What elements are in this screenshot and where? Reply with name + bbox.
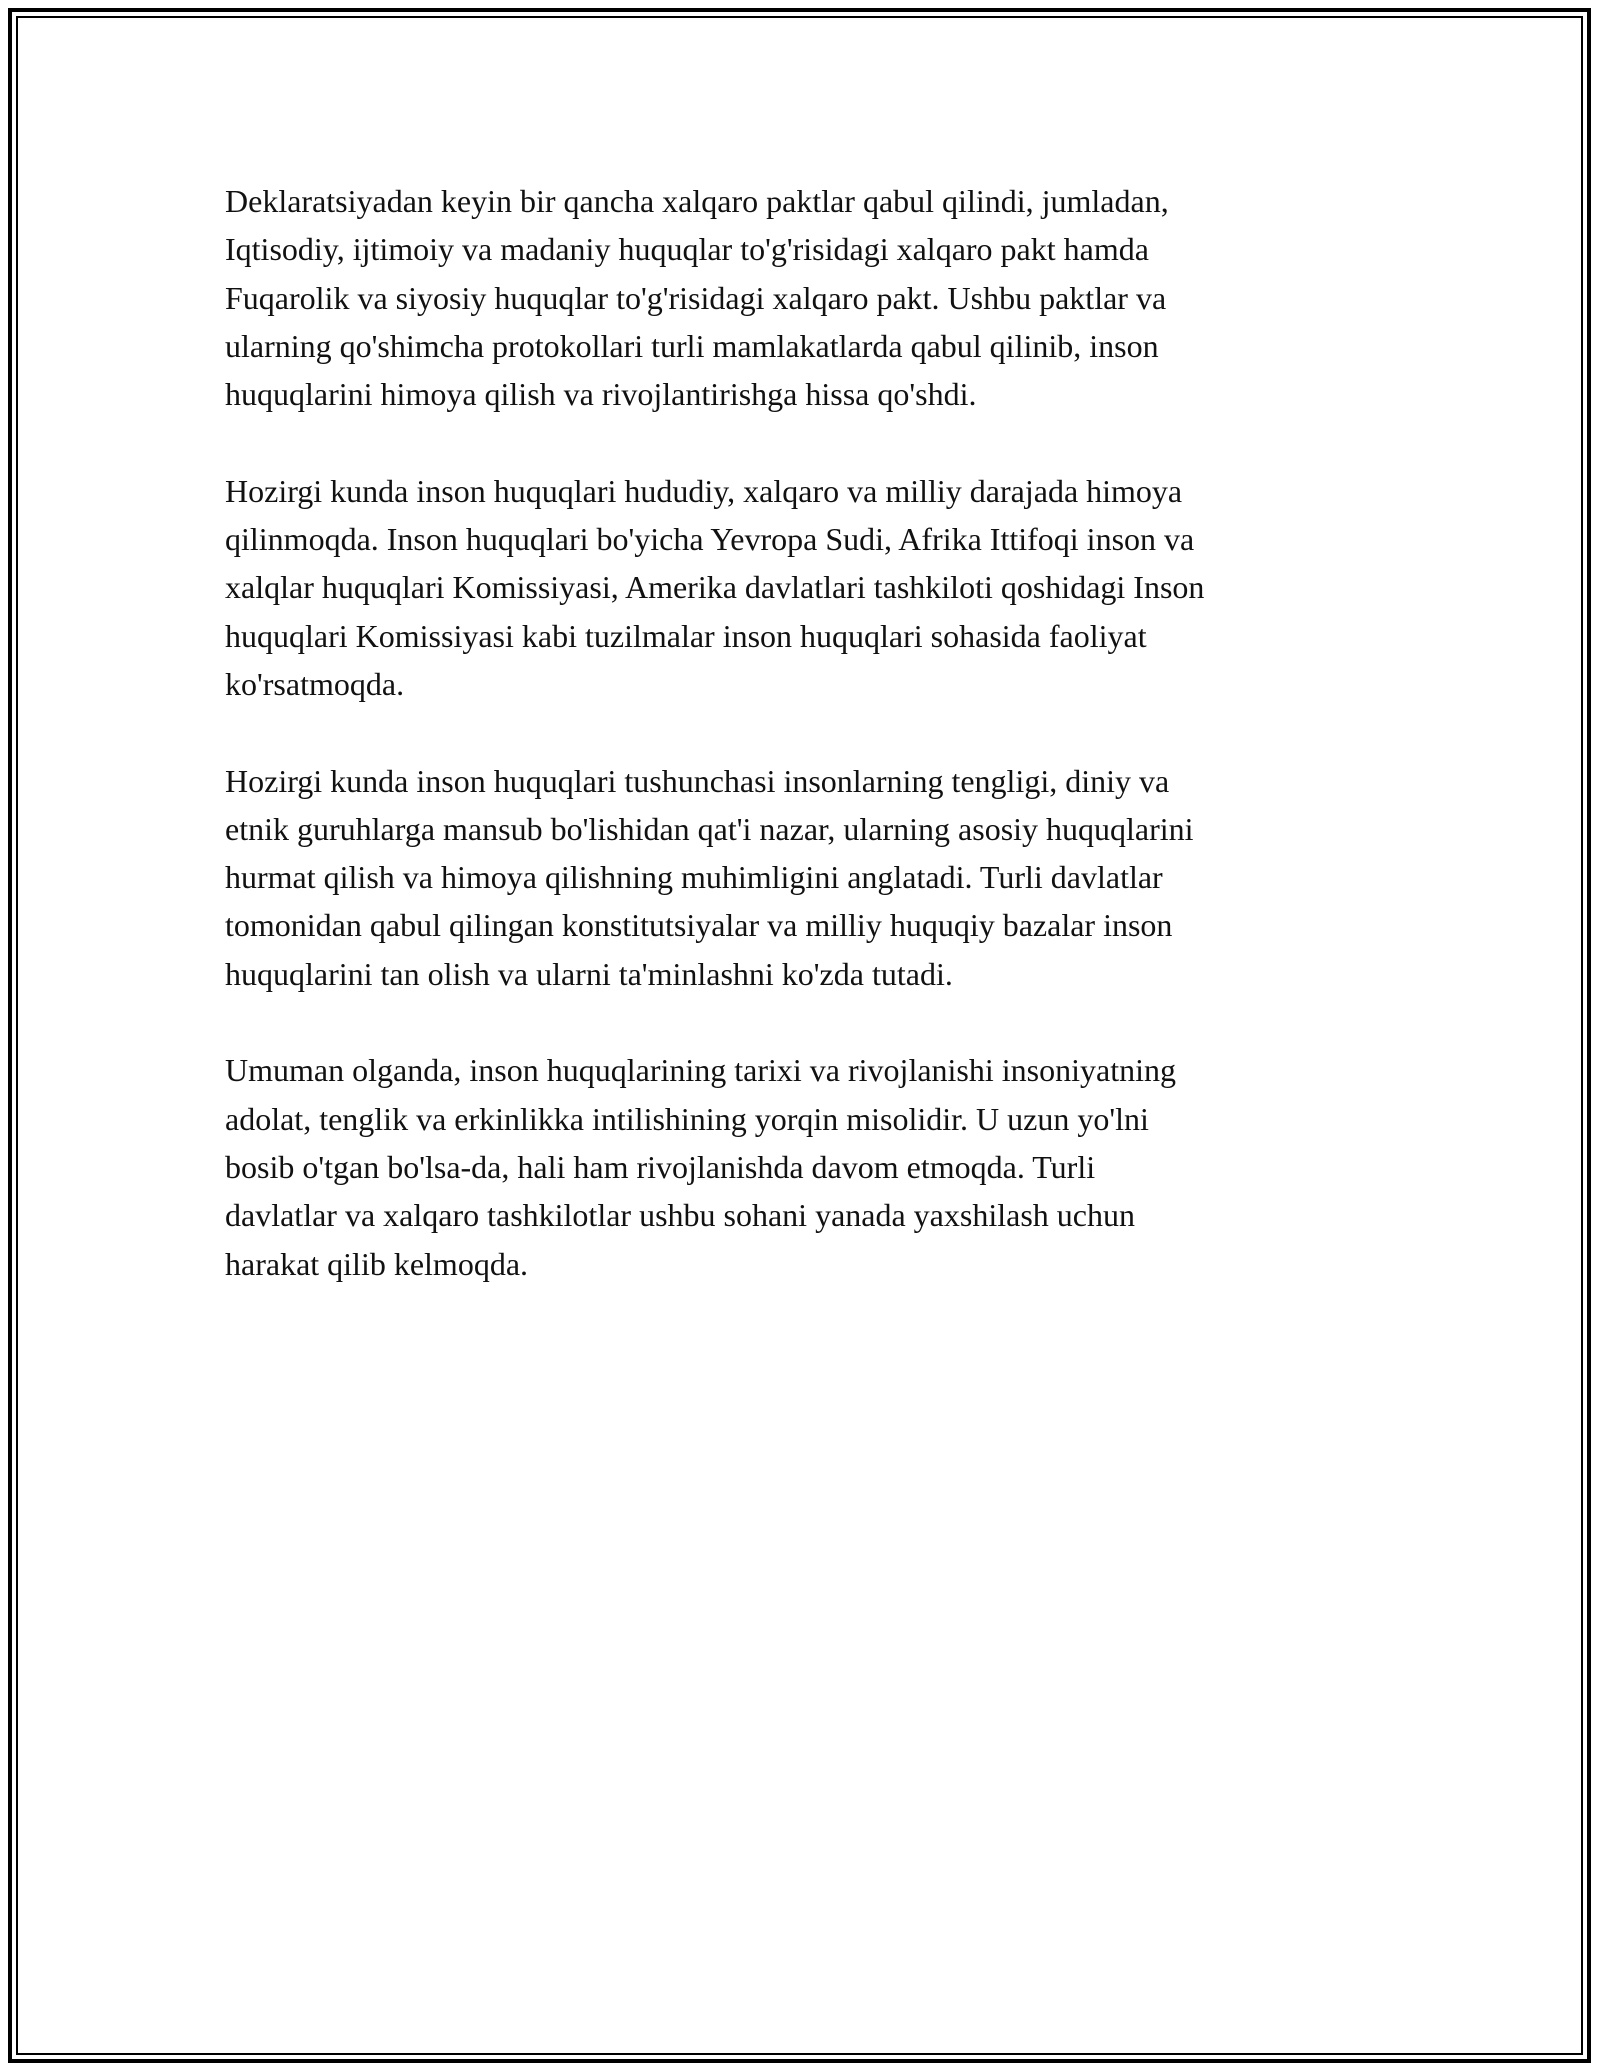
text-line: xalqlar huquqlari Komissiyasi, Amerika davlatlari tashkiloti qoshidagi Inson bbox=[225, 569, 1205, 606]
document-body bbox=[225, 177, 1375, 1336]
paragraph-4 bbox=[225, 1046, 1375, 1287]
text-line: Hozirgi kunda inson huquqlari hududiy, xalqaro va milliy darajada himoya bbox=[225, 472, 1183, 509]
text-line: Deklaratsiyadan keyin bir qancha xalqaro paktlar qabul qilindi, jumladan, bbox=[225, 183, 1169, 219]
text-line: Iqtisodiy, ijtimoiy va madaniy huquqlar to'g'risidagi xalqaro pakt hamda bbox=[225, 231, 1149, 268]
text-line: ularning qo'shimcha protokollari turli mamlakatlarda qabul qilinib, inson bbox=[225, 327, 1159, 364]
paragraph-2 bbox=[225, 467, 1375, 708]
text-line: Fuqarolik va siyosiy huquqlar to'g'risidagi xalqaro pakt. Ushbu paktlar va bbox=[225, 279, 1167, 316]
text-line: huquqlari Komissiyasi kabi tuzilmalar inson huquqlari sohasida faoliyat bbox=[225, 617, 1147, 654]
text-line: huquqlarini himoya qilish va rivojlantirishga hissa qo'shdi. bbox=[225, 376, 977, 413]
text-line: hurmat qilish va himoya qilishning muhimligini anglatadi. Turli davlatlar bbox=[225, 859, 1163, 896]
text-line: adolat, tenglik va erkinlikka intilishining yorqin misolidir. U uzun yo'lni bbox=[225, 1100, 1149, 1137]
text-line: tomonidan qabul qilingan konstitutsiyalar va milliy huquqiy bazalar inson bbox=[225, 907, 1173, 944]
paragraph-1 bbox=[225, 177, 1375, 418]
text-line: davlatlar va xalqaro tashkilotlar ushbu sohani yanada yaxshilash uchun bbox=[225, 1197, 1135, 1234]
text-line: bosib o'tgan bo'lsa-da, hali ham rivojlanishda davom etmoqda. Turli bbox=[225, 1148, 1096, 1185]
text-line: ko'rsatmoqda. bbox=[225, 665, 405, 702]
text-line: Hozirgi kunda inson huquqlari tushunchasi insonlarning tengligi, diniy va bbox=[225, 762, 1170, 799]
text-line: qilinmoqda. Inson huquqlari bo'yicha Yevropa Sudi, Afrika Ittifoqi inson va bbox=[225, 521, 1195, 558]
paragraph-3 bbox=[225, 757, 1375, 998]
text-line: etnik guruhlarga mansub bo'lishidan qat'i nazar, ularning asosiy huquqlarini bbox=[225, 810, 1194, 847]
text-line: huquqlarini tan olish va ularni ta'minlashni ko'zda tutadi. bbox=[225, 955, 953, 992]
text-line: Umuman olganda, inson huquqlarining tarixi va rivojlanishi insoniyatning bbox=[225, 1052, 1176, 1089]
text-line: harakat qilib kelmoqda. bbox=[225, 1245, 529, 1282]
